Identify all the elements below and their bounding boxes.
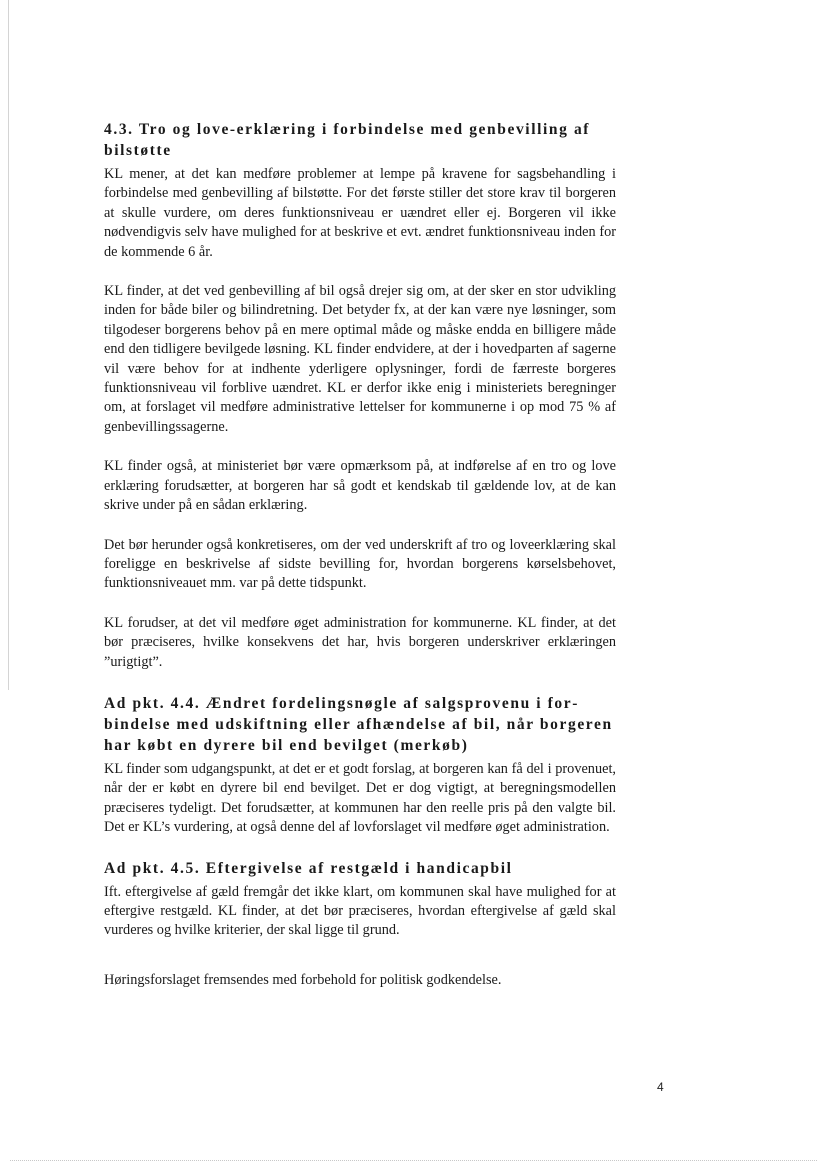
scan-bottom-edge bbox=[10, 1160, 817, 1161]
section-heading: 4.3. Tro og love-erklæring i forbindelse med genbevilling af bilstøtte bbox=[104, 121, 591, 159]
paragraph: KL mener, at det kan medføre problemer at lempe på kravene for sagsbehandling i forbindelse med genbevilling af bilstøtte. For det første stiller det store krav til borgeren at skulle vurdere, om deres funktionsniveau er uændret eller ej. Borgeren vil ikke nødvendigvis selv have mulighed for at beskrive et evt. ændret funktionsniveau inden for de kommende 6 år. bbox=[104, 166, 616, 260]
paragraph: KL finder som udgangspunkt, at det er et godt forslag, at borgeren kan få del i provenuet, når der er købt en dyrere bil end bevilget. Det er dog vigtigt, at beregningsmodellen præciseres tydeligt. Det forudsætter, at kommunen har den reelle pris på den valgte bil. Det er KL’s vurdering, at også denne del af lovforslaget vil medføre øget administration. bbox=[104, 760, 616, 836]
section-4-3 bbox=[104, 119, 616, 672]
section-heading: Ad pkt. 4.4. Ændret fordelingsnøgle af salgsprovenu i forbindelse med udskiftning eller afhændelse af bil, når borgeren har købt en dyrere bil end bevilget (merkøb) bbox=[104, 694, 613, 754]
section-heading: Ad pkt. 4.5. Eftergivelse af restgæld i handicapbil bbox=[104, 859, 513, 877]
paragraph: Ift. eftergivelse af gæld fremgår det ikke klart, om kommunen skal have mulighed for at eftergive restgæld. KL finder, at det bør præciseres, hvordan eftergivelse af gæld skal vurderes og hvilke kriterier, der skal ligge til grund. bbox=[104, 883, 616, 939]
paragraph: Det bør herunder også konkretiseres, om der ved underskrift af tro og loveerklæring skal foreligge en beskrivelse af sidste bevilling for, hvordan borgerens kørselsbehovet, funktionsniveauet mm. var på dette tidspunkt. bbox=[104, 536, 616, 592]
section-4-4 bbox=[104, 693, 616, 838]
paragraph: KL finder også, at ministeriet bør være opmærksom på, at indførelse af en tro og love erklæring forudsætter, at borgeren har så godt et kendskab til gældende lov, at de kan skrive under på en sådan erklæring. bbox=[104, 458, 616, 514]
closing-statement: Høringsforslaget fremsendes med forbehold for politisk godkendelse. bbox=[104, 971, 502, 988]
paragraph: KL forudser, at det vil medføre øget administration for kommunerne. KL finder, at det bør præciseres, hvilke konsekvens det har, hvis borgeren underskriver erklæringen ”urigtigt”. bbox=[104, 614, 616, 670]
page-number: 4 bbox=[657, 1080, 664, 1094]
document-body bbox=[104, 119, 616, 1010]
paragraph: KL finder, at det ved genbevilling af bil også drejer sig om, at der sker en stor udvikling inden for både biler og bilindretning. Det betyder fx, at der kan være nye løsninger, som tilgodeser borgerens behov på en mere optimal måde og måske endda en billigere måde end den tidligere bevilgede løsning. KL finder endvidere, at der i hovedparten af sagerne vil være behov for at indhente yderligere oplysninger, fordi de færreste borgeres funktionsniveau vil forblive uændret. KL er derfor ikke enig i ministeriets beregninger om, at forslaget vil medføre administrative lettelser for kommunerne i op mod 75 % af genbevillingssagerne. bbox=[104, 283, 616, 435]
section-4-5 bbox=[104, 858, 616, 941]
scan-page-edge bbox=[8, 0, 9, 690]
